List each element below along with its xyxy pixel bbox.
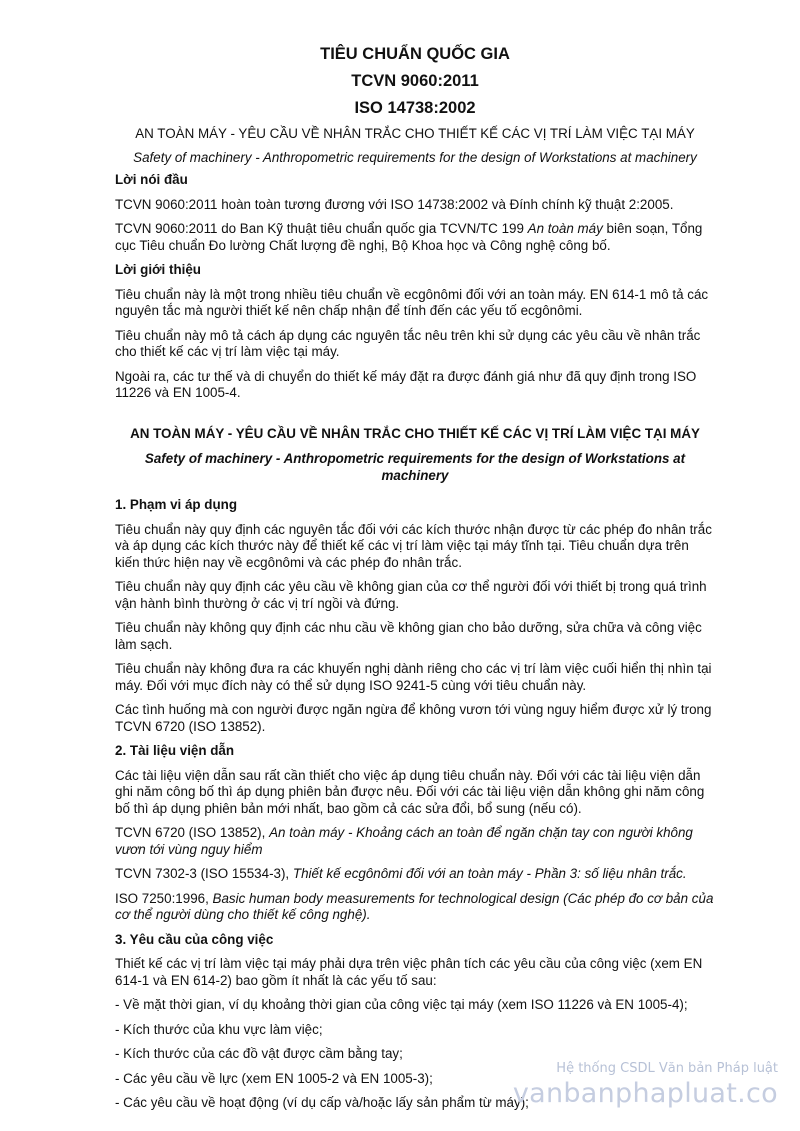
watermark-logo: vanbanphapluat.co (512, 1078, 778, 1109)
foreword-paragraph: TCVN 9060:2011 hoàn toàn tương đương với ISO 14738:2002 và Đính chính kỹ thuật 2:2005. (115, 196, 674, 212)
refs-paragraph: Các tài liệu viện dẫn sau rất cần thiết cho việc áp dụng tiêu chuẩn này. Đối với các tài liệu viện dẫn ghi năm công bố thì áp dụng phiên bản được nêu. Đối với các tài liệu viện dẫn không ghi năm công bố thì áp dụng phiên bản mới nhất, bao gồm cả các sửa đổi, bổ sung (nếu có). (115, 767, 705, 816)
refs-heading: 2. Tài liệu viện dẫn (115, 743, 235, 758)
list-item: - Các yêu cầu về lực (xem EN 1005-2 và EN 1005-3); (115, 1070, 433, 1086)
scope-paragraph: Tiêu chuẩn này quy định các nguyên tắc đối với các kích thước nhận được từ các phép đo nhân trắc và áp dụng các kích thước này để thiết kế các vị trí làm việc tại máy tĩnh tại. Tiêu chuẩn dựa trên kiến thức hiện nay về ecgônômi và các phép đo nhân trắc. (115, 521, 712, 570)
document-page (115, 44, 715, 1120)
standard-code: TCVN 9060:2011 (351, 72, 479, 90)
watermark-caption: Hệ thống CSDL Văn bản Pháp luật (556, 1061, 778, 1076)
list-item: - Các yêu cầu về hoạt động (ví dụ cấp và/hoặc lấy sản phẩm từ máy); (115, 1095, 529, 1110)
intro-heading: Lời giới thiệu (115, 262, 201, 277)
standard-subtitle-en: Safety of machinery - Anthropometric requirements for the design of Workstations at machinery (133, 149, 697, 165)
scope-paragraph: Tiêu chuẩn này không quy định các nhu cầu về không gian cho bảo dưỡng, sửa chữa và công việc làm sạch. (115, 620, 702, 652)
scope-paragraph: Các tình huống mà con người được ngăn ngừa để không vươn tới vùng nguy hiểm được xử lý trong TCVN 6720 (ISO 13852). (115, 702, 712, 734)
intro-paragraph: Tiêu chuẩn này là một trong nhiều tiêu chuẩn về ecgônômi đối với an toàn máy. EN 614-1 mô tả các nguyên tắc mà người thiết kế nên chấp nhận để tính đến các yếu tố ecgônômi. (115, 286, 709, 318)
standard-title: TIÊU CHUẨN QUỐC GIA (320, 45, 510, 63)
scope-paragraph: Tiêu chuẩn này quy định các yêu cầu về không gian của cơ thể người đối với thiết bị trong quá trình vận hành bình thường ở các vị trí ngồi và đứng. (115, 579, 707, 611)
task-heading: 3. Yêu cầu của công việc (115, 931, 274, 947)
list-item: - Kích thước của các đồ vật được cầm bằng tay; (115, 1046, 403, 1061)
task-paragraph: Thiết kế các vị trí làm việc tại máy phải dựa trên việc phân tích các yêu cầu của công việc (xem EN 614-1 và EN 614-2) bao gồm ít nhất là các yếu tố sau: (115, 956, 703, 988)
reference-item: TCVN 7302-3 (ISO 15534-3), Thiết kế ecgônômi đối với an toàn máy - Phần 3: số liệu nhân trắc. (115, 866, 687, 881)
standard-subtitle: AN TOÀN MÁY - YÊU CẦU VỀ NHÂN TRẮC CHO THIẾT KẾ CÁC VỊ TRÍ LÀM VIỆC TẠI MÁY (135, 126, 695, 141)
scope-paragraph: Tiêu chuẩn này không đưa ra các khuyến nghị dành riêng cho các vị trí làm việc cuối hiển thị nhìn tại máy. Đối với mục đích này có thể sử dụng ISO 9241-5 cùng với tiêu chuẩn này. (115, 661, 712, 693)
list-item: - Kích thước của khu vực làm việc; (115, 1021, 323, 1037)
reference-item: TCVN 6720 (ISO 13852), An toàn máy - Khoảng cách an toàn để ngăn chặn tay con người không vươn tới vùng nguy hiểm (115, 825, 693, 857)
list-item: - Về mặt thời gian, ví dụ khoảng thời gian của công việc tại máy (xem ISO 11226 và EN 1005-4); (115, 997, 688, 1012)
intro-paragraph: Tiêu chuẩn này mô tả cách áp dụng các nguyên tắc nêu trên khi sử dụng các yêu cầu về nhân trắc cho thiết kế các vị trí làm việc tại máy. (115, 327, 701, 359)
foreword-heading: Lời nói đầu (115, 172, 188, 187)
iso-code: ISO 14738:2002 (354, 99, 476, 117)
foreword-paragraph: TCVN 9060:2011 do Ban Kỹ thuật tiêu chuẩn quốc gia TCVN/TC 199 An toàn máy biên soạn, Tổng cục Tiêu chuẩn Đo lường Chất lượng đề nghị, Bộ Khoa học và Công nghệ công bố. (115, 221, 703, 253)
main-title: AN TOÀN MÁY - YÊU CẦU VỀ NHÂN TRẮC CHO THIẾT KẾ CÁC VỊ TRÍ LÀM VIỆC TẠI MÁY (130, 425, 700, 441)
intro-paragraph: Ngoài ra, các tư thế và di chuyển do thiết kế máy đặt ra được đánh giá như đã quy định trong ISO 11226 và EN 1005-4. (115, 368, 697, 400)
scope-heading: 1. Phạm vi áp dụng (115, 497, 238, 512)
reference-item: ISO 7250:1996, Basic human body measurements for technological design (Các phép đo cơ bản của cơ thể người dùng cho thiết kế công nghệ). (115, 890, 714, 922)
main-title-en: Safety of machinery - Anthropometric requirements for the design of Workstations at machinery (144, 451, 686, 483)
